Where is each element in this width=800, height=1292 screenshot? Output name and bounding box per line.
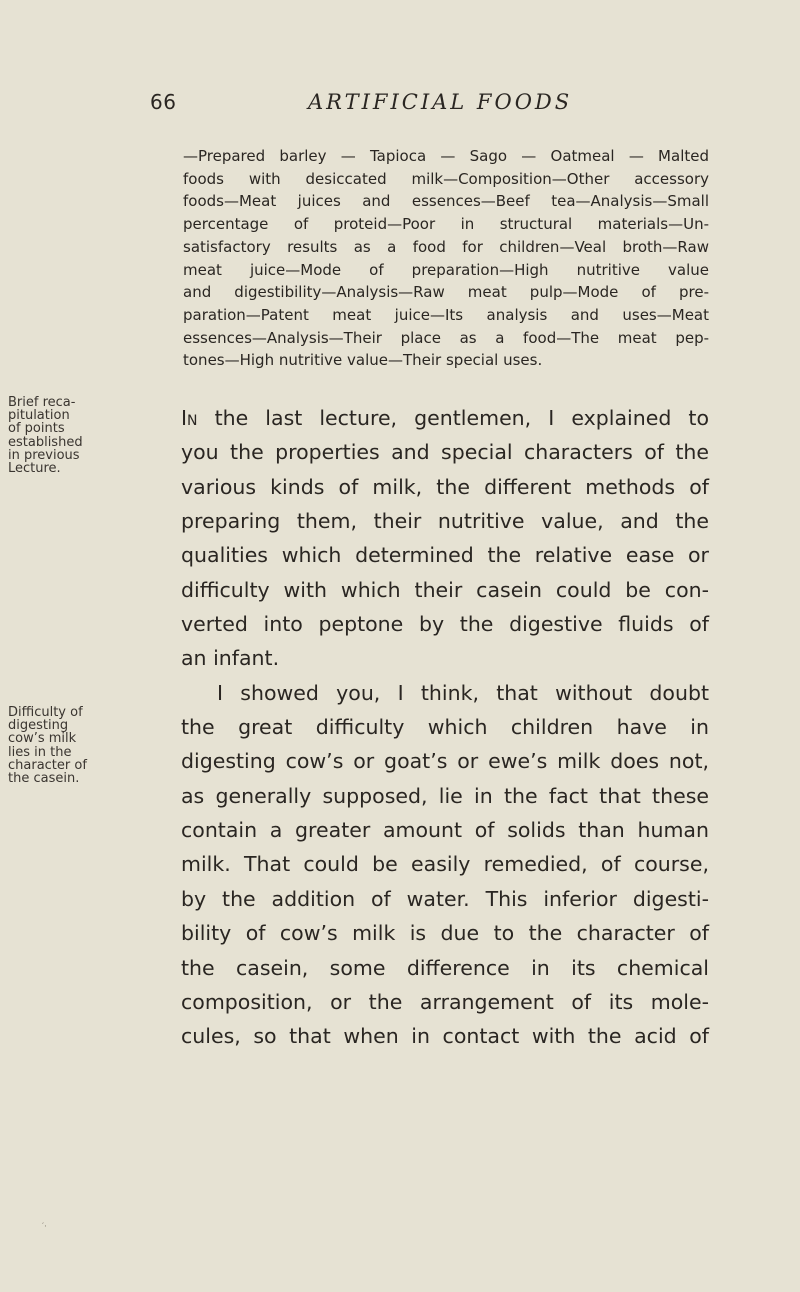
margin-note-difficulty bbox=[8, 706, 126, 785]
body-line: you the properties and special characters of the bbox=[181, 440, 709, 465]
margin-note-line: pitulation bbox=[8, 408, 70, 424]
body-line: by the addition of water. This inferior digesti- bbox=[181, 886, 709, 911]
body-line: verted into peptone by the digestive fluids of bbox=[181, 612, 709, 637]
margin-note-line: Difficulty of bbox=[8, 705, 83, 720]
body-line: qualities which determined the relative ease or bbox=[181, 543, 709, 568]
body-line: the great difficulty which children have in bbox=[181, 715, 709, 740]
body-line: an infant. bbox=[181, 646, 280, 671]
body-line: as generally supposed, lie in the fact that these bbox=[181, 783, 709, 808]
page-number: 66 bbox=[150, 90, 177, 114]
summary-line: satisfactory results as a food for children—Veal broth—Raw bbox=[183, 237, 709, 256]
margin-note-line: cow’s milk bbox=[8, 731, 77, 747]
body-line: difficulty with which their casein could be con- bbox=[181, 577, 709, 602]
margin-note-line: established bbox=[8, 434, 83, 450]
chapter-summary bbox=[181, 145, 709, 372]
margin-note-line: lies in the bbox=[8, 744, 72, 760]
opening-word: In bbox=[181, 406, 198, 430]
running-title: ARTIFICIAL FOODS bbox=[308, 90, 573, 114]
body-line: contain a greater amount of solids than human bbox=[181, 818, 709, 843]
summary-line: paration—Patent meat juice—Its analysis and uses—Meat bbox=[183, 305, 709, 324]
margin-note-line: Brief reca- bbox=[8, 395, 76, 410]
margin-note-line: Lecture. bbox=[8, 461, 61, 477]
summary-line: meat juice—Mode of preparation—High nutritive value bbox=[183, 260, 709, 279]
opening-line-text: the last lecture, gentlemen, I explained to bbox=[197, 406, 709, 430]
margin-note-line: the casein. bbox=[8, 771, 80, 787]
body-line: bility of cow’s milk is due to the character of bbox=[181, 921, 709, 946]
body-line-first bbox=[181, 401, 709, 435]
body-line: milk. That could be easily remedied, of course, bbox=[181, 852, 709, 877]
body-line: the casein, some difference in its chemical bbox=[181, 955, 709, 980]
summary-line: essences—Analysis—Their place as a food—The meat pep- bbox=[183, 328, 709, 347]
summary-line: foods with desiccated milk—Composition—Other accessory bbox=[183, 169, 709, 188]
summary-line: foods—Meat juices and essences—Beef tea—Analysis—Small bbox=[183, 192, 709, 211]
margin-note-recapitulation bbox=[8, 396, 126, 475]
body-line: digesting cow’s or goat’s or ewe’s milk does not, bbox=[181, 749, 709, 774]
body-line: preparing them, their nutritive value, and the bbox=[181, 509, 709, 534]
page-header bbox=[148, 90, 708, 120]
summary-line: percentage of proteid—Poor in structural materials—Un- bbox=[183, 215, 709, 234]
margin-note-line: character of bbox=[8, 757, 87, 773]
margin-note-line: digesting bbox=[8, 718, 69, 734]
stray-ink-mark: ′· bbox=[42, 1222, 47, 1232]
margin-note-line: of points bbox=[8, 421, 65, 437]
summary-line: and digestibility—Analysis—Raw meat pulp—Mode of pre- bbox=[183, 283, 709, 302]
body-line-paragraph-start: I showed you, I think, that without doubt bbox=[217, 680, 709, 705]
summary-line: tones—High nutritive value—Their special uses. bbox=[183, 351, 543, 370]
body-line: cules, so that when in contact with the acid of bbox=[181, 1024, 709, 1049]
margin-note-line: in previous bbox=[8, 447, 80, 463]
body-line: various kinds of milk, the different methods of bbox=[181, 474, 709, 499]
lecture-body bbox=[181, 401, 709, 1054]
body-line: composition, or the arrangement of its mole- bbox=[181, 989, 709, 1014]
summary-line: —Prepared barley — Tapioca — Sago — Oatmeal — Malted bbox=[183, 147, 709, 165]
